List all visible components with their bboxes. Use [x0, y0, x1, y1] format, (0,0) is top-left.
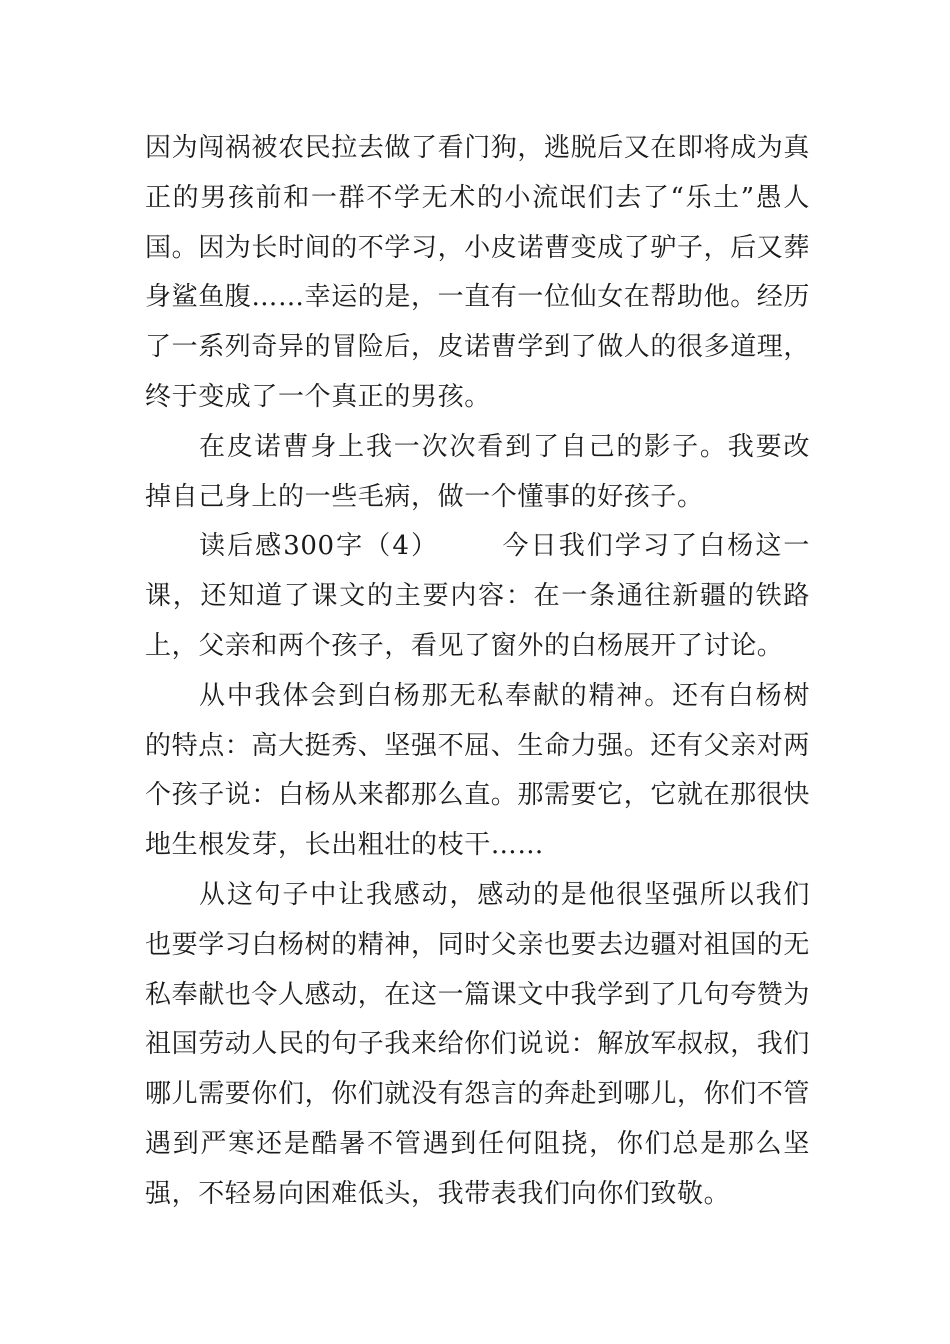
paragraph-3-text: 今日我们学习了白杨这一课，还知道了课文的主要内容：在一条通往新疆的铁路上，父亲和两个孩子，看见了窗外的白杨展开了讨论。	[145, 531, 810, 661]
paragraph-5: 从这句子中让我感动，感动的是他很坚强所以我们也要学习白杨树的精神，同时父亲也要去边疆对祖国的无私奉献也令人感动，在这一篇课文中我学到了几句夸赞为祖国劳动人民的句子我来给你们说说：解放军叔叔，我们哪儿需要你们，你们就没有怨言的奔赴到哪儿，你们不管遇到严寒还是酷暑不管遇到任何阻挠，你们总是那么坚强，不轻易向困难低头，我带表我们向你们致敬。	[145, 879, 811, 1209]
paragraph-2: 在皮诺曹身上我一次次看到了自己的影子。我要改掉自己身上的一些毛病，做一个懂事的好孩子。	[145, 431, 810, 512]
paragraph-1: 因为闯祸被农民拉去做了看门狗，逃脱后又在即将成为真正的男孩前和一群不学无术的小流氓们去了“乐土”愚人国。因为长时间的不学习，小皮诺曹变成了驴子，后又葬身鲨鱼腹……幸运的是，一直有一位仙女在帮助他。经历了一系列奇异的冒险后，皮诺曹学到了做人的很多道理，终于变成了一个真正的男孩。	[145, 133, 811, 412]
section-heading: 读后感300字（4）	[199, 531, 440, 562]
paragraph-4: 从中我体会到白杨那无私奉献的精神。还有白杨树的特点：高大挺秀、坚强不屈、生命力强。还有父亲对两个孩子说：白杨从来都那么直。那需要它，它就在那很快地生根发芽，长出粗壮的枝干……	[145, 680, 811, 861]
paragraph-3	[145, 522, 810, 671]
document-body	[145, 124, 810, 1220]
